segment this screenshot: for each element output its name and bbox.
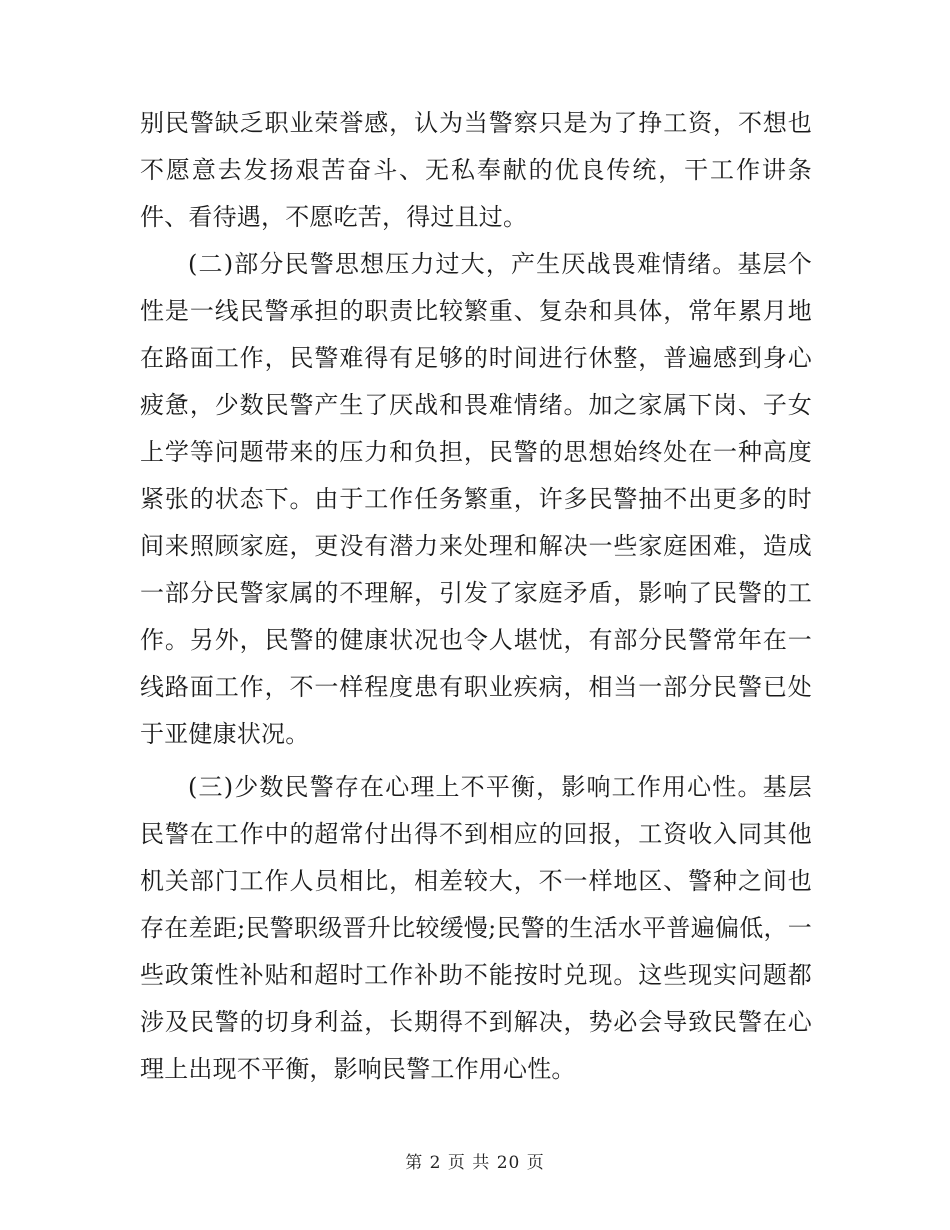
page-footer: 第 2 页 共 20 页 (405, 1153, 545, 1173)
paragraph-section-3: (三)少数民警存在心理上不平衡，影响工作用心性。基层民警在工作中的超常付出得不到相应的回报，工资收入同其他机关部门工作人员相比，相差较大，不一样地区、警种之间也存在差距;民警职级晋升比较缓慢;民警的生活水平普遍偏低，一些政策性补贴和超时工作补助不能按时兑现。这些现实问题都涉及民警的切身利益，长期得不到解决，势必会导致民警在心理上出现不平衡，影响民警工作用心性。 (140, 773, 812, 1083)
paragraph-continuation: 别民警缺乏职业荣誉感，认为当警察只是为了挣工资，不想也不愿意去发扬艰苦奋斗、无私奉献的优良传统，干工作讲条件、看待遇，不愿吃苦，得过且过。 (140, 109, 812, 231)
paragraph-section-2: (二)部分民警思想压力过大，产生厌战畏难情绪。基层个性是一线民警承担的职责比较繁重、复杂和具体，常年累月地在路面工作，民警难得有足够的时间进行休整，普遍感到身心疲惫，少数民警产生了厌战和畏难情绪。加之家属下岗、子女上学等问题带来的压力和负担，民警的思想始终处在一种高度紧张的状态下。由于工作任务繁重，许多民警抽不出更多的时间来照顾家庭，更没有潜力来处理和解决一些家庭困难，造成一部分民警家属的不理解，引发了家庭矛盾，影响了民警的工作。另外，民警的健康状况也令人堪忧，有部分民警常年在一线路面工作，不一样程度患有职业疾病，相当一部分民警已处于亚健康状况。 (140, 250, 812, 748)
document-body (140, 100, 812, 1093)
